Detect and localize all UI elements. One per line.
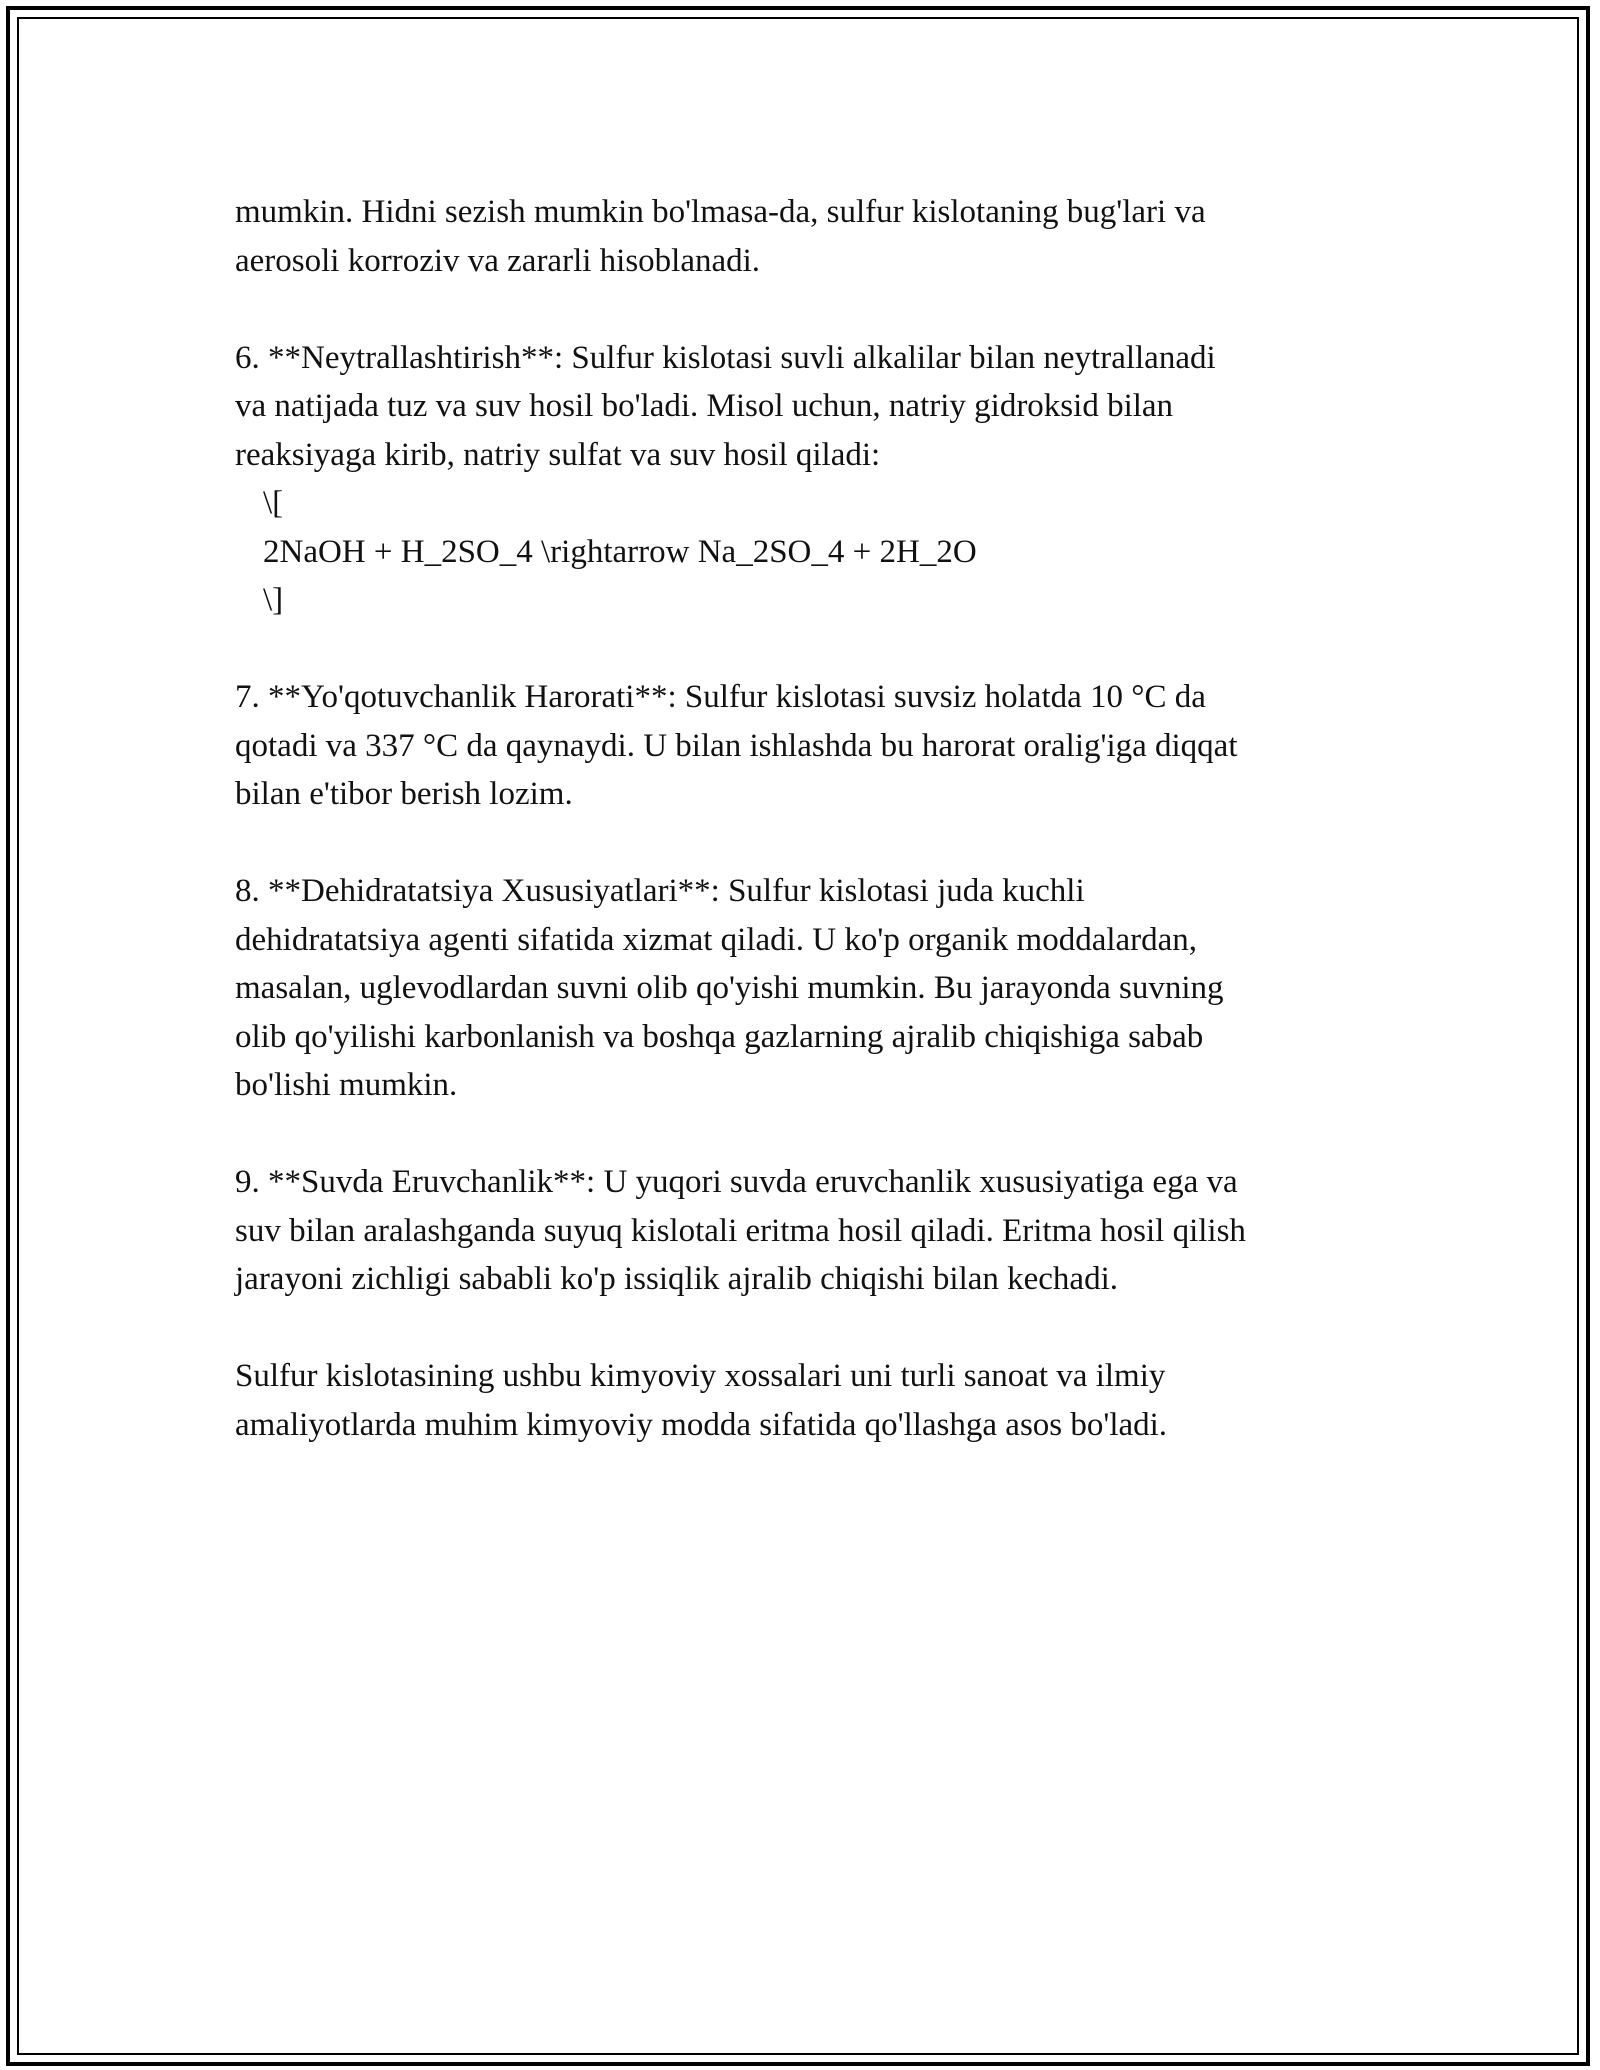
formula-close: \]	[263, 582, 284, 618]
text-line: 7. **Yo'qotuvchanlik Harorati**: Sulfur kislotasi suvsiz holatda 10 °C da	[235, 679, 1206, 715]
document-body	[235, 188, 1375, 1498]
formula-open: \[	[263, 485, 284, 521]
text-line: bilan e'tibor berish lozim.	[235, 776, 573, 812]
text-line: aerosoli korroziv va zararli hisoblanadi.	[235, 242, 761, 279]
text-line: dehidratatsiya agenti sifatida xizmat qiladi. U ko'p organik moddalardan,	[235, 921, 1198, 958]
text-line: olib qo'yilishi karbonlanish va boshqa gazlarning ajralib chiqishiga sabab	[235, 1018, 1204, 1055]
text-line: va natijada tuz va suv hosil bo'ladi. Misol uchun, natriy gidroksid bilan	[235, 388, 1174, 424]
text-line: qotadi va 337 °C da qaynaydi. U bilan ishlashda bu harorat oralig'iga diqqat	[235, 727, 1238, 764]
formula-equation: 2NaOH + H_2SO_4 \rightarrow Na_2SO_4 + 2H_2O	[263, 533, 977, 570]
paragraph-temperature	[235, 673, 1375, 819]
paragraph-solubility	[235, 1158, 1375, 1304]
text-line: masalan, uglevodlardan suvni olib qo'yishi mumkin. Bu jarayonda suvning	[235, 970, 1224, 1006]
text-line: 8. **Dehidratatsiya Xususiyatlari**: Sulfur kislotasi juda kuchli	[235, 873, 1085, 909]
text-line: reaksiyaga kirib, natriy sulfat va suv hosil qiladi:	[235, 436, 881, 473]
text-line: mumkin. Hidni sezish mumkin bo'lmasa-da, sulfur kislotaning bug'lari va	[235, 194, 1206, 230]
text-line: 6. **Neytrallashtirish**: Sulfur kislotasi suvli alkalilar bilan neytrallanadi	[235, 339, 1216, 376]
text-line: suv bilan aralashganda suyuq kislotali eritma hosil qiladi. Eritma hosil qilish	[235, 1212, 1246, 1249]
text-line: bo'lishi mumkin.	[235, 1067, 458, 1103]
text-line: jarayoni zichligi sababli ko'p issiqlik ajralib chiqishi bilan kechadi.	[235, 1261, 1118, 1297]
paragraph-continuation	[235, 188, 1375, 285]
text-line: Sulfur kislotasining ushbu kimyoviy xossalari uni turli sanoat va ilmiy	[235, 1358, 1166, 1394]
text-line: 9. **Suvda Eruvchanlik**: U yuqori suvda eruvchanlik xususiyatiga ega va	[235, 1164, 1238, 1200]
paragraph-conclusion	[235, 1352, 1375, 1449]
text-line: amaliyotlarda muhim kimyoviy modda sifatida qo'llashga asos bo'ladi.	[235, 1406, 1168, 1443]
paragraph-dehydration	[235, 867, 1375, 1110]
paragraph-neutralization	[235, 334, 1375, 625]
